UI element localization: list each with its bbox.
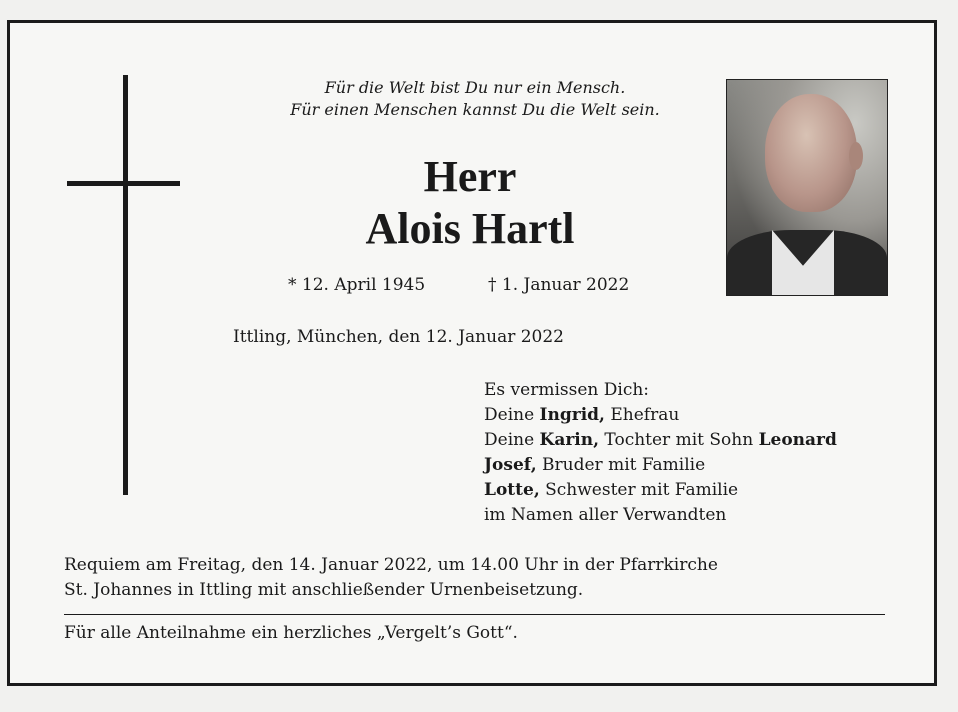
mourner-relation: Tochter mit Sohn [599,430,759,450]
photo-head [765,94,857,212]
portrait-photo [726,79,888,296]
cross-vertical-bar [123,75,128,495]
mourner-prefix: Deine [484,430,540,450]
mourner-row [484,428,837,453]
requiem-line-1: Requiem am Freitag, den 14. Januar 2022, um 14.00 Uhr in der Pfarrkirche [64,555,718,575]
mourner-row [484,453,837,478]
death-date: † 1. Januar 2022 [488,275,630,295]
motto [240,77,710,121]
photo-ear [849,142,863,170]
mourners-list [484,378,837,528]
requiem-line-2: St. Johannes in Ittling mit anschließender Urnenbeisetzung. [64,580,584,600]
mourner-relation: Bruder mit Familie [536,455,706,475]
mourner-relation: Schwester mit Familie [539,480,739,500]
mourner-name: Josef, [484,455,537,475]
cross-horizontal-bar [67,181,180,186]
birth-date: * 12. April 1945 [288,275,426,295]
mourner-name: Ingrid, [539,405,605,425]
deceased-name-block [230,151,710,255]
divider [64,614,885,615]
obituary-notice [7,20,937,686]
mourner-name: Karin, [539,430,600,450]
thanks-line: Für alle Anteilnahme ein herzliches „Vergelt’s Gott“. [64,623,518,643]
requiem-info [64,553,884,603]
mourner-row [484,478,837,503]
motto-line-1: Für die Welt bist Du nur ein Mensch. [324,78,626,97]
motto-line-2: Für einen Menschen kannst Du die Welt sein. [290,100,660,119]
mourner-name-2: Leonard [758,430,837,450]
mourners-closing: im Namen aller Verwandten [484,505,727,525]
mourner-relation: Ehefrau [604,405,680,425]
salutation: Herr [423,152,517,201]
mourner-prefix: Deine [484,405,540,425]
mourner-name: Lotte, [484,480,540,500]
place-and-date: Ittling, München, den 12. Januar 2022 [233,327,564,347]
deceased-name: Alois Hartl [365,204,575,253]
mourners-intro: Es vermissen Dich: [484,380,650,400]
mourner-row [484,403,837,428]
